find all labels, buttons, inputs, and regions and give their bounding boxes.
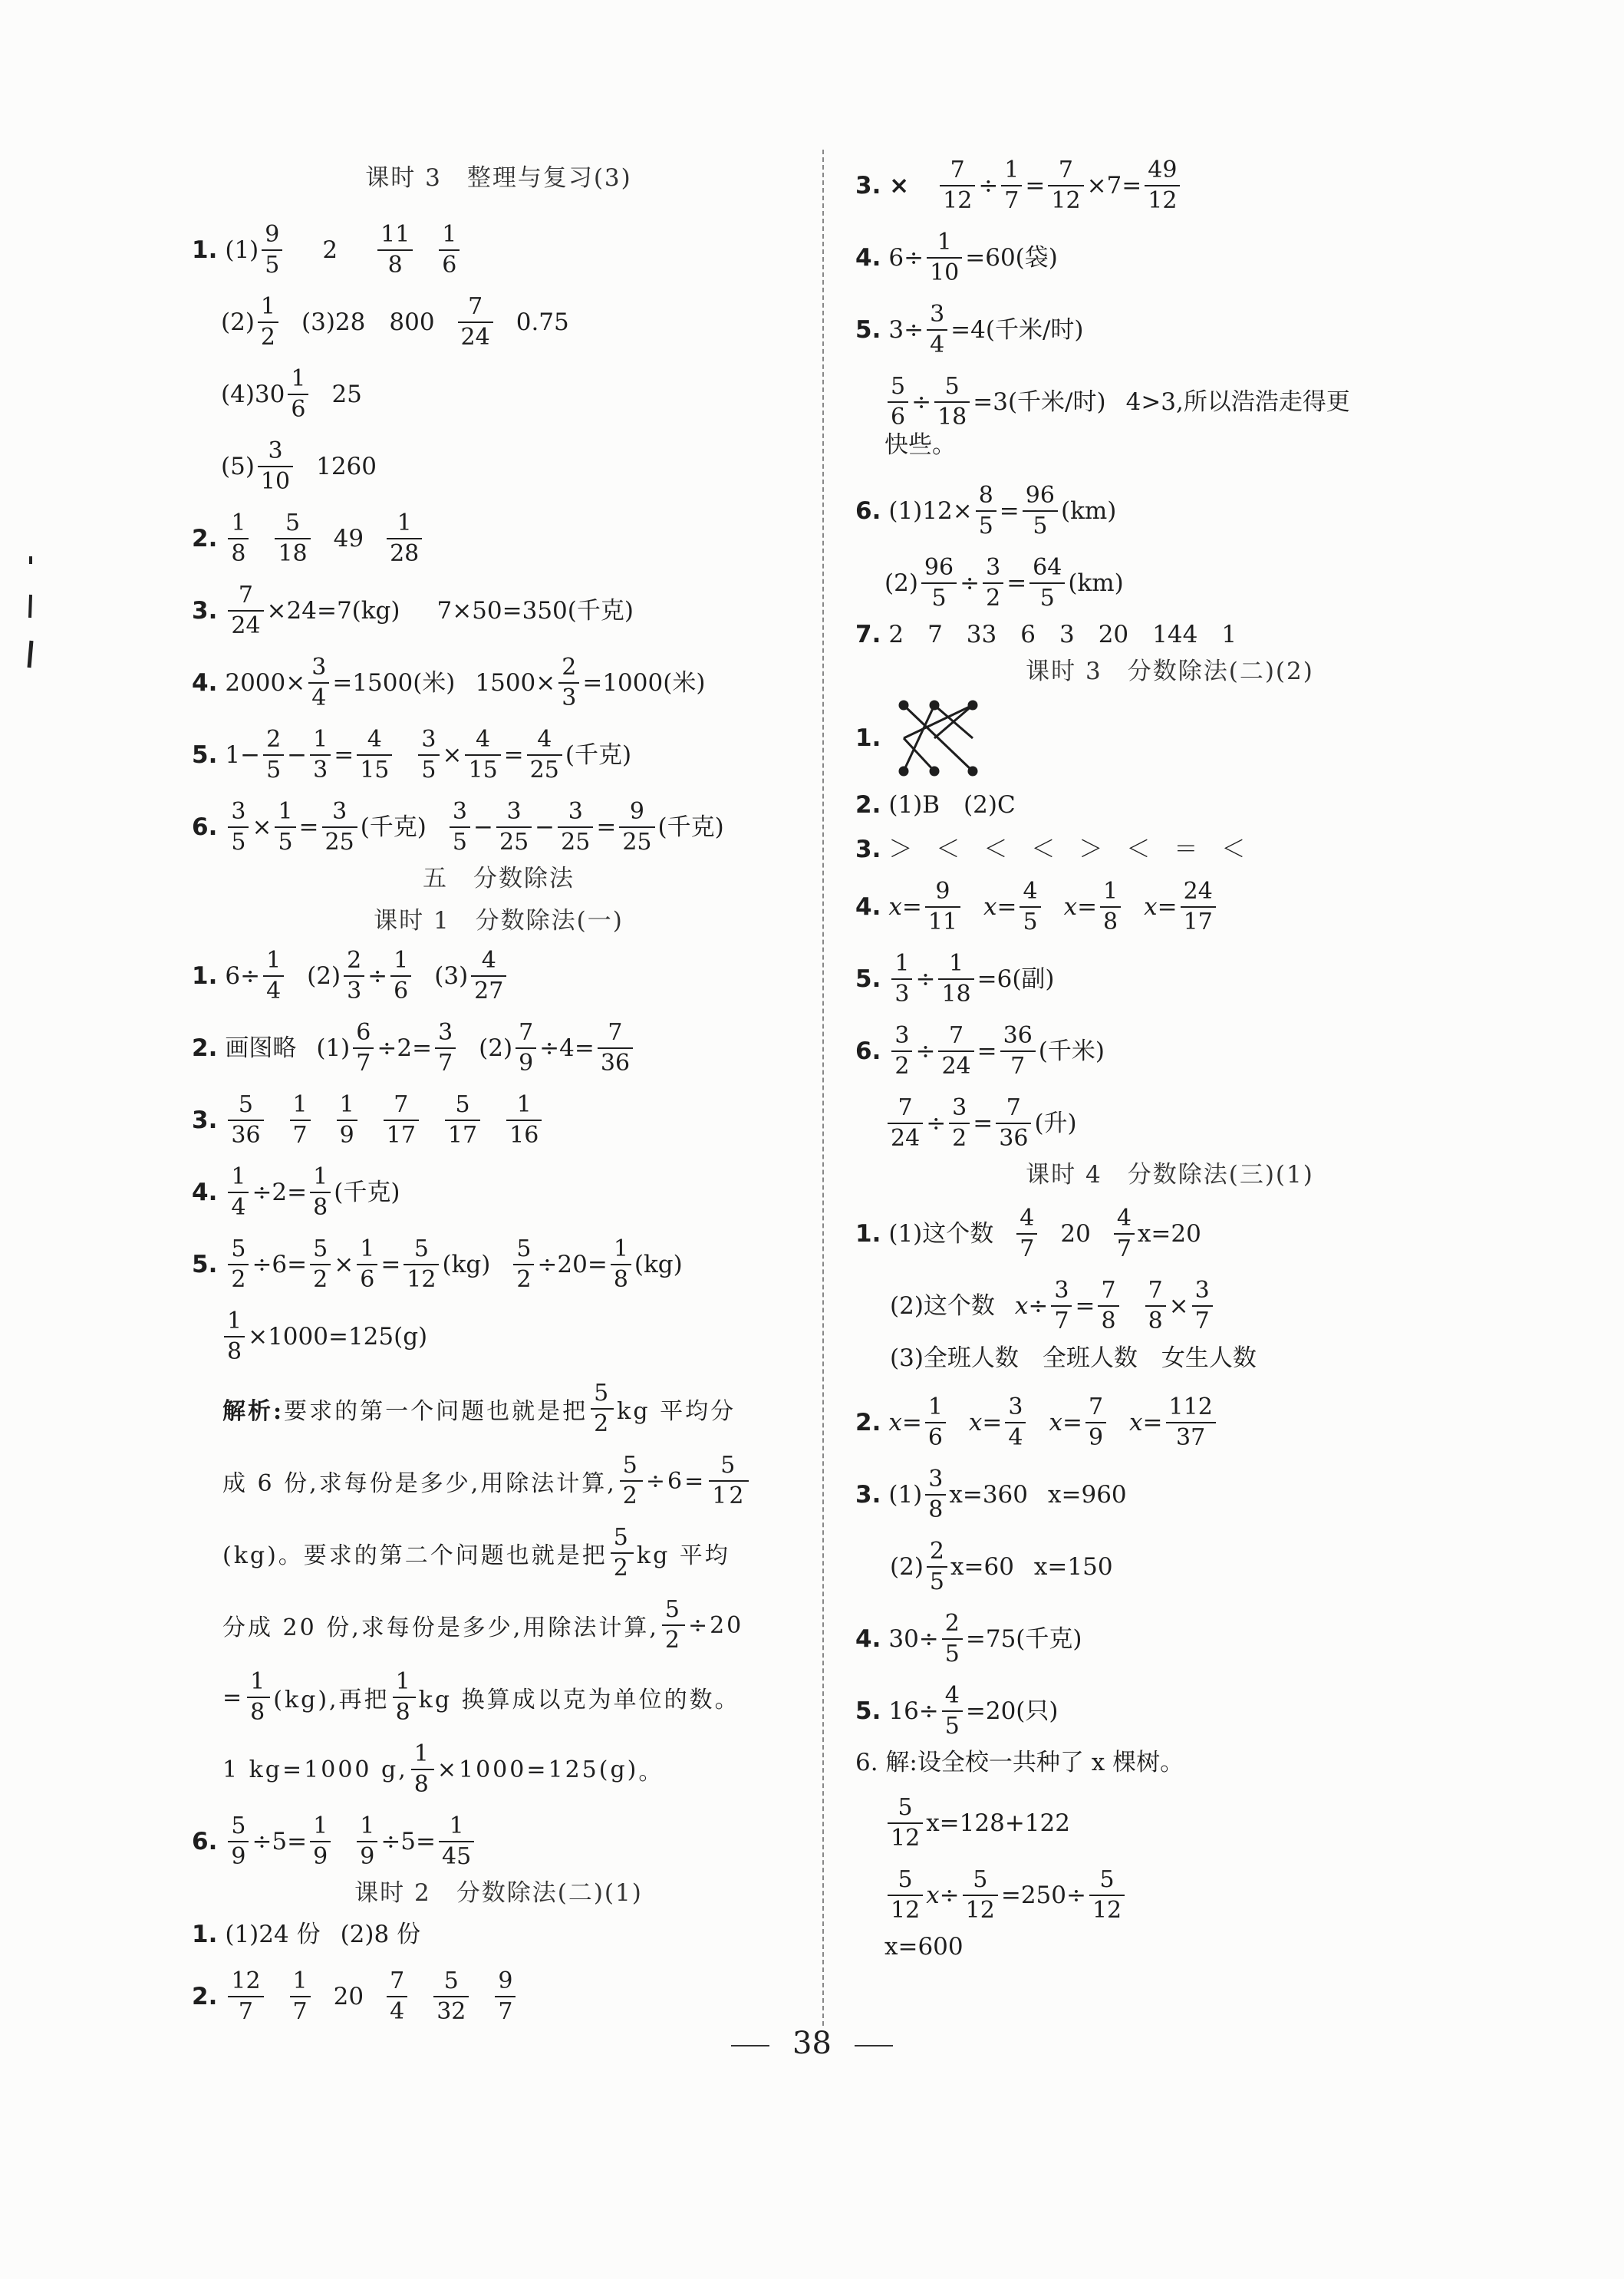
l2-answer-2: 2. 12 7 1 7 20 7 4 5 32 9 7: [192, 1961, 519, 2033]
column-divider: [822, 150, 824, 2026]
u5-answer-5: 5. 5 2 ÷6= 5 2 × 1 6 = 5 12 (kg) 5 2 ÷20= 1 8 (kg): [192, 1235, 683, 1293]
u5-answer-3: 3. 5 36 1 7 1 9 7 17 5 17 1 16: [192, 1084, 545, 1156]
r-answer-5c: 快些。: [884, 430, 956, 459]
answer-1-2: (2) 1 2 (3)28 800 7 24 0.75: [221, 293, 569, 351]
u5-answer-1: 1. 6÷ 1 4 (2) 2 3 ÷ 1 6 (3) 4 27: [192, 940, 509, 1012]
r3-answer-5: 5. 1 3 ÷ 1 18 =6(副): [855, 950, 1055, 1008]
r-answer-7: 7. 2 7 33 6 3 20 144 1: [855, 620, 1237, 648]
unit-title: 五 分数除法: [423, 864, 575, 892]
l2-answer-1: 1. (1)24 份 (2)8 份: [192, 1920, 421, 1948]
r4-answer-5: 5. 16÷ 4 5 =20(只): [855, 1682, 1059, 1740]
r3-answer-4: 4. x = 9 11 x = 4 5 x = 1 8 x = 24 17: [855, 871, 1219, 943]
r3-answer-6: 6. 3 2 ÷ 7 24 = 36 7 (千米): [855, 1022, 1105, 1080]
r4-answer-1b: (2)这个数 x ÷ 3 7 = 7 8 7 8 × 3 7: [890, 1270, 1216, 1342]
r4-answer-6d: x=600: [884, 1932, 964, 1961]
r4-answer-1: 1. (1)这个数 4 7 20 4 7 x=20: [855, 1205, 1201, 1262]
r4-answer-6: 6. 解:设全校一共种了 x 棵树。: [855, 1748, 1184, 1776]
answer-6: 6. 3 5 × 1 5 = 3 25 (千克) 3 5 − 3 25 − 3 25 = 9 25 (千克): [192, 798, 724, 856]
r4-answer-1c: (3)全班人数 全班人数 女生人数: [890, 1344, 1257, 1372]
r4-answer-3b: (2) 2 5 x=60 x=150: [890, 1538, 1113, 1595]
answer-4: 4. 2000× 3 4 =1500(米) 1500× 2 3 =1000(米): [192, 654, 706, 711]
r4-answer-4: 4. 30÷ 2 5 =75(千克): [855, 1610, 1082, 1667]
r-answer-6b: (2) 96 5 ÷ 3 2 = 64 5 (km): [884, 554, 1124, 612]
u5-answer-4: 4. 1 4 ÷2= 1 8 (千克): [192, 1163, 400, 1221]
answer-1-4: (4)30 1 6 25: [221, 365, 362, 423]
answer-1-5: (5) 3 10 1260: [221, 437, 377, 495]
lesson-title: 课时 3 整理与复习(3): [365, 163, 632, 192]
u5-answer-5b: 1 8 ×1000 =125(g): [221, 1301, 427, 1373]
r-answer-5b: 5 6 ÷ 5 18 =3(千米/时) 4>3,所以浩浩走得更: [884, 366, 1350, 438]
answer-1-1: 1. (1) 9 5 2 11 8 1 6: [192, 214, 463, 286]
r3-answer-2: 2. (1)B (2)C: [855, 790, 1016, 819]
lesson-title: 课时 3 分数除法(二)(2): [1026, 657, 1314, 685]
lesson-title: 课时 4 分数除法(三)(1): [1026, 1160, 1314, 1189]
r-answer-4: 4. 6÷ 1 10 =60(袋): [855, 229, 1058, 286]
u5-answer-2: 2. 画图略 (1) 6 7 ÷2= 3 7 (2) 7 9 ÷4= 7 36: [192, 1012, 636, 1084]
r-answer-6: 6. (1)12× 8 5 = 96 5 (km): [855, 482, 1117, 539]
r-answer-5: 5. 3÷ 3 4 =4(千米/时): [855, 301, 1084, 358]
answer-3: 3. 7 24 ×24 =7(kg) 7×50=350(千克): [192, 582, 634, 639]
lesson-title: 课时 2 分数除法(二)(1): [354, 1878, 643, 1907]
page-number: 38: [792, 2026, 832, 2061]
r-answer-3: 3. × 7 12 ÷ 1 7 = 7 12 ×7= 49 12: [855, 150, 1183, 222]
matching-diagram: [888, 696, 996, 780]
margin-mark: [23, 552, 38, 675]
lesson-title: 课时 1 分数除法(一): [374, 906, 624, 935]
r4-answer-6c: 5 12 x ÷ 5 12 =250÷ 5 12: [884, 1859, 1128, 1931]
r4-answer-6b: 5 12 x=128+122: [884, 1787, 1070, 1859]
r3-answer-3: 3. ＞ ＜ ＜ ＜ ＞ ＜ ＝ ＜: [855, 835, 1246, 863]
answer-2: 2. 1 8 5 18 49 1 28: [192, 503, 425, 575]
u5-answer-6: 6. 5 9 ÷5= 1 9 1 9 ÷5= 1 45: [192, 1806, 477, 1878]
answer-5: 5. 1− 2 5 − 1 3 = 4 15 3 5 × 4 15 = 4 25 (千克): [192, 726, 632, 783]
r3-answer-1: 1.: [855, 696, 996, 780]
r4-answer-3: 3. (1) 3 8 x=360 x=960: [855, 1466, 1127, 1523]
r4-answer-2: 2. x = 1 6 x = 3 4 x = 7 9 x = 112 37: [855, 1387, 1219, 1459]
page-footer: [0, 2026, 1624, 2061]
r3-answer-6b: 7 24 ÷ 3 2 = 7 36 (升): [884, 1087, 1077, 1159]
